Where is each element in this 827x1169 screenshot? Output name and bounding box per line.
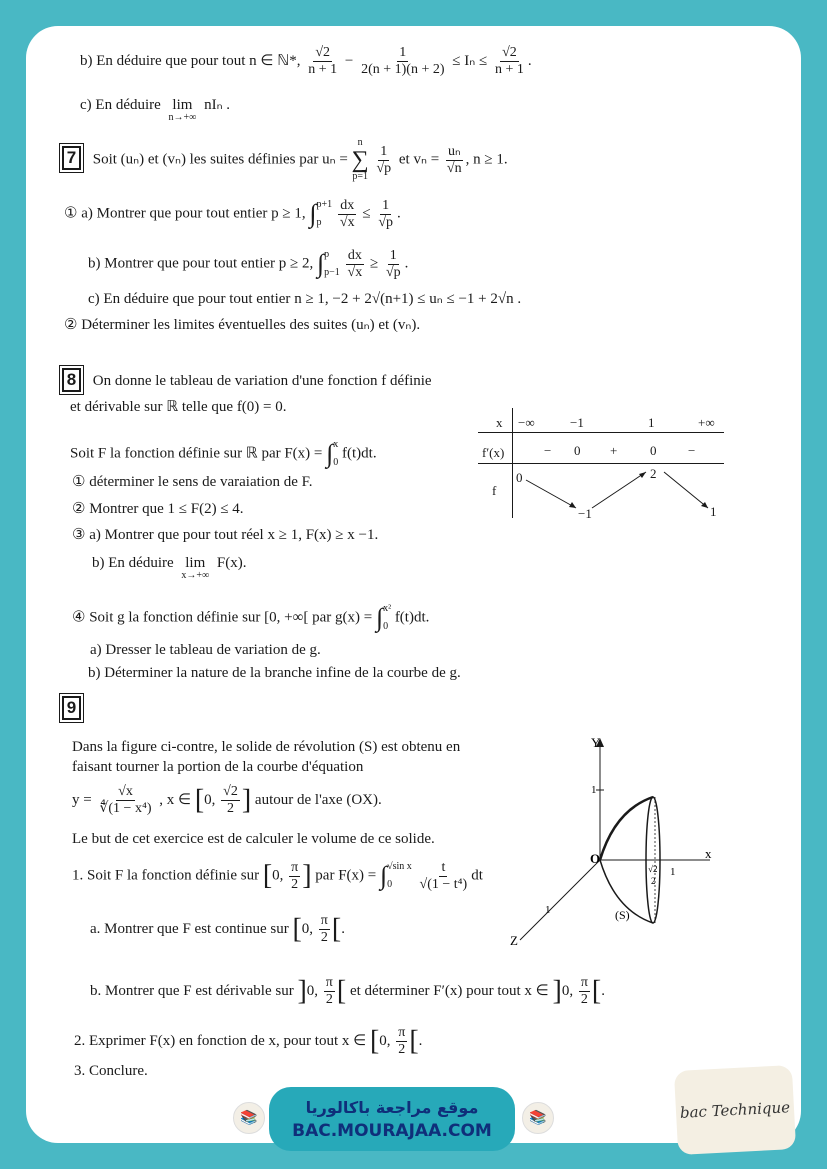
ex6-frac2-num: 1 bbox=[399, 45, 407, 60]
ex9-p2 bbox=[72, 760, 363, 775]
ex8-q4-bot: 0 bbox=[383, 621, 389, 632]
bac-technique-badge bbox=[674, 1065, 796, 1155]
table-fp-value: 0 bbox=[574, 443, 581, 458]
ex9-q1b-pi2 bbox=[579, 976, 590, 1007]
integral-symbol: ∫ bbox=[380, 861, 388, 890]
ex9-q1b-zero2: 0, bbox=[561, 982, 574, 999]
bracket-left: [ bbox=[292, 913, 302, 945]
ex9-q1a: a. Montrer que F est continue sur [0, $\frac{\pi}{2}$ [. bbox=[90, 913, 345, 945]
ex8-q3b-lim-word: lim bbox=[185, 555, 206, 571]
arrow-down-1 bbox=[526, 480, 576, 508]
ex8-intro2 bbox=[70, 400, 287, 415]
ex9-eq-y: y = bbox=[72, 791, 92, 808]
ex9-q2-pi-den: 2 bbox=[398, 1042, 406, 1057]
ex7-u-def: uₙ = bbox=[322, 151, 348, 168]
ex7-sum bbox=[352, 138, 369, 182]
ex9-q1a-pi-num: π bbox=[320, 913, 328, 928]
ex7-q1a-rhs-den: √p bbox=[378, 214, 393, 230]
ex9-q1-frac bbox=[418, 861, 470, 892]
ex8-q4-interval: [0, +∞[ bbox=[264, 609, 309, 626]
table-f-value: 1 bbox=[710, 504, 717, 519]
ex8-q4-bounds bbox=[383, 600, 391, 636]
bracket-right: [ bbox=[331, 913, 342, 945]
ex9-q1b-pi-num: π bbox=[325, 975, 333, 990]
ex7-q1b-dx: dx bbox=[347, 247, 362, 263]
ex7-q1a-rhs-num: 1 bbox=[382, 197, 390, 213]
x-one-label: 1 bbox=[670, 866, 676, 878]
ex9-q1-label: 1. Soit F la fonction définie sur bbox=[72, 867, 260, 884]
ex7-q2-text: ② Déterminer les limites éventuelles des suites (uₙ) et (vₙ). bbox=[64, 317, 421, 333]
ex8-intro1-text: On donne le tableau de variation d'une fonction f définie bbox=[92, 373, 432, 389]
footer-url[interactable]: BAC.MOURAJAA.COM bbox=[292, 1120, 492, 1141]
ex9-q1b-pi2-den: 2 bbox=[580, 992, 588, 1007]
ex9-eq-num: √x bbox=[118, 784, 133, 799]
ex9-eq bbox=[72, 785, 382, 816]
ex6-b-line: b) En déduire que pour tout n ∈ ℕ*, $\frac{√2}{n + 1}$ − $\frac{1}{2(n + 1)(n + 2)}$ ≤ Iₙ ≤ $\frac{√2}{n + 1}$ . bbox=[80, 45, 532, 77]
site-logo-right: 📚 bbox=[522, 1102, 554, 1134]
ex8-F-bot: 0 bbox=[333, 457, 339, 468]
ex7-q1b-bounds bbox=[324, 246, 340, 282]
ex8-F-bounds bbox=[333, 436, 338, 472]
ex7-q1a-dx: dx bbox=[340, 197, 355, 213]
ex7-q1a: ① a) Montrer que pour tout entier p ≥ 1, ∫ p+1 p $\frac{dx}{√x}$ ≤ $\frac{1}{√p}$ . bbox=[64, 196, 401, 232]
ex8-q3b bbox=[92, 556, 247, 581]
ex9-q3-text: 3. Conclure. bbox=[74, 1063, 148, 1079]
ex8-intro1 bbox=[62, 368, 432, 392]
ex9-eq-frac bbox=[97, 785, 153, 816]
ex6-frac1-num: √2 bbox=[315, 45, 330, 60]
ex8-intro2-text: et dérivable sur ℝ telle que f(0) = 0. bbox=[70, 399, 287, 415]
ex9-q1-bot: 0 bbox=[387, 879, 393, 890]
ex7-q1b-top: p bbox=[324, 249, 330, 260]
ex8-q1 bbox=[72, 475, 313, 490]
ex6-c-text: c) En déduire bbox=[80, 97, 161, 113]
ex9-q1-pi-num: π bbox=[291, 859, 299, 875]
ex6-frac3-num: √2 bbox=[502, 45, 517, 60]
arrowhead-2 bbox=[639, 472, 646, 478]
ex7-q1a-sqx: √x bbox=[339, 214, 355, 230]
site-logo-left: 📚 bbox=[233, 1102, 265, 1134]
ex9-q1a-zero: 0, bbox=[301, 920, 314, 937]
ex9-q1-bounds bbox=[387, 858, 412, 894]
ex9-q1 bbox=[72, 858, 483, 894]
ex6-frac3 bbox=[493, 46, 526, 77]
ex9-p1 bbox=[72, 740, 460, 755]
ex7-q1c bbox=[88, 292, 521, 307]
ex7-frac bbox=[374, 145, 393, 176]
ex8-q1-text: ① déterminer le sens de varaiation de F. bbox=[72, 474, 313, 490]
ex9-q1b-mid: et déterminer F′(x) pour tout x ∈ bbox=[349, 982, 549, 999]
ex8-q4b-text: b) Déterminer la nature de la branche infine de la courbe de g. bbox=[88, 665, 461, 681]
ex9-q1b: b. Montrer que F est dérivable sur ]0, $\frac{\pi}{2}$ [ et déterminer F′(x) pour tout x ∈ ]0, $\frac{\pi}{2}$ [. bbox=[90, 975, 605, 1007]
curve-top bbox=[600, 797, 653, 860]
ex8-q3b-expr: F(x). bbox=[216, 555, 247, 571]
ex8-q4b bbox=[88, 666, 461, 681]
ex7-q1b-label: b) Montrer que pour tout entier bbox=[88, 255, 276, 272]
ex7-q1b-rhs bbox=[384, 249, 403, 280]
ex9-q1a-pi bbox=[319, 914, 330, 945]
table-fp-label: f′(x) bbox=[482, 445, 505, 460]
bracket-right: ] bbox=[302, 860, 312, 891]
ex7-frac-den: √p bbox=[376, 160, 392, 176]
table-fp-value: 0 bbox=[650, 443, 657, 458]
root-num-label: √2 bbox=[648, 864, 658, 874]
table-x-value: +∞ bbox=[698, 415, 715, 430]
ex8-q4a-text: a) Dresser le tableau de variation de g. bbox=[90, 642, 321, 658]
ex8-q4-label: ④ Soit g la fonction définie sur bbox=[72, 609, 261, 626]
ex8-q3b-lim-sub: x→+∞ bbox=[181, 570, 210, 581]
table-x-value: −1 bbox=[570, 415, 584, 430]
ex7-q1a-cond: p ≥ 1, bbox=[271, 205, 306, 222]
ex7-q1a-rhs bbox=[376, 199, 395, 230]
ex7-v-frac bbox=[445, 145, 464, 176]
footer-banner[interactable] bbox=[269, 1087, 515, 1151]
integral-symbol: ∫ bbox=[326, 439, 334, 468]
ex7-number: 7 bbox=[62, 146, 81, 170]
variation-arrows bbox=[478, 408, 724, 518]
ex8-q3a-text: ③ a) Montrer que pour tout réel x ≥ 1, F(x) ≥ x −1. bbox=[72, 527, 379, 543]
ex9-q1a-pi-den: 2 bbox=[320, 930, 328, 945]
ex9-q2-zero: 0, bbox=[379, 1032, 391, 1049]
ex7-q1b-bot: p−1 bbox=[324, 267, 340, 278]
bracket-right: [ bbox=[336, 975, 347, 1007]
bracket-left: [ bbox=[369, 1025, 380, 1057]
bracket-right: [ bbox=[591, 975, 602, 1007]
ex7-q1c-expr: n ≥ 1, −2 + 2√(n+1) ≤ uₙ ≤ −1 + 2√n . bbox=[294, 291, 522, 307]
ex9-p2-text: faisant tourner la portion de la courbe d'équation bbox=[72, 759, 364, 775]
ex8-F-def-text: Soit F la fonction définie sur ℝ par F(x) = bbox=[70, 445, 323, 462]
z-axis-label: Z bbox=[510, 933, 518, 948]
ex9-q1-num: t bbox=[441, 859, 446, 875]
ex7-sum-top: n bbox=[357, 137, 363, 148]
sigma-symbol: ∑ bbox=[351, 147, 369, 173]
ex8-q4-par: par g(x) = bbox=[312, 609, 373, 626]
y-axis-label: Y bbox=[591, 735, 601, 750]
root-den-label: 2 bbox=[651, 876, 656, 886]
ex7-et: et bbox=[398, 151, 410, 168]
arrow-down-2 bbox=[664, 472, 708, 508]
integral-symbol: ∫ bbox=[309, 199, 317, 228]
ex9-q1-top: √sin x bbox=[387, 861, 412, 872]
ex8-F-top: x bbox=[333, 439, 339, 450]
ex9-q3 bbox=[74, 1064, 148, 1079]
y-one-label: 1 bbox=[591, 784, 597, 796]
solid-of-revolution-figure bbox=[505, 735, 735, 950]
ex9-eq-axis: autour de l'axe (OX). bbox=[254, 791, 382, 808]
bracket-right: [ bbox=[409, 1025, 419, 1057]
ex8-F-integrand: f(t)dt. bbox=[342, 445, 377, 462]
solid-label: (S) bbox=[615, 908, 630, 922]
badge-text: bac Technique bbox=[679, 1098, 791, 1122]
table-x-value: −∞ bbox=[518, 415, 535, 430]
ex9-q1b-pi2-num: π bbox=[580, 975, 588, 990]
ex9-q1-dt: dt bbox=[471, 867, 483, 884]
ex9-q2-label: 2. Exprimer F(x) en fonction de x, pour tout x ∈ bbox=[74, 1032, 367, 1049]
ex8-q2-text: ② Montrer que 1 ≤ F(2) ≤ 4. bbox=[72, 501, 244, 517]
table-f-value: 0 bbox=[516, 470, 523, 485]
ex9-q1-den: √(1 − t⁴) bbox=[419, 876, 468, 892]
ex6-frac2 bbox=[359, 46, 446, 77]
ex9-p1-text: Dans la figure ci-contre, le solide de révolution (S) est obtenu en bbox=[72, 739, 461, 755]
bracket-left: [ bbox=[262, 860, 273, 891]
ex9-q2-pi bbox=[396, 1026, 407, 1057]
ex9-q1-pi-den: 2 bbox=[291, 876, 299, 892]
ex9-eq-root-num: √2 bbox=[223, 784, 238, 799]
ex8-q4a bbox=[90, 643, 321, 658]
ex8-number: 8 bbox=[62, 368, 81, 392]
ex7-q1b-sqx: √x bbox=[347, 264, 363, 280]
table-x-label: x bbox=[496, 415, 503, 430]
ex7-q1a-frac bbox=[338, 199, 357, 230]
ex6-frac2-den: 2(n + 1)(n + 2) bbox=[361, 62, 445, 77]
z-one-label: 1 bbox=[545, 904, 551, 916]
ex8-q2 bbox=[72, 502, 244, 517]
ex7-q1b-rhs-den: √p bbox=[385, 264, 401, 280]
bracket-right: ] bbox=[241, 784, 252, 816]
ex7-q1a-rel: ≤ bbox=[362, 205, 371, 222]
ex6-c-line bbox=[80, 98, 230, 123]
ex7-frac-num: 1 bbox=[380, 143, 388, 159]
bracket-left: [ bbox=[194, 784, 205, 816]
ex6-c-expr: nIₙ . bbox=[204, 97, 231, 113]
ex9-q1b-pi bbox=[324, 976, 335, 1007]
table-fp-value: − bbox=[544, 443, 552, 458]
ex9-eq-dom: , x ∈ bbox=[159, 791, 192, 808]
ex9-eq-int-a: 0, bbox=[204, 791, 216, 808]
ex7-v-num: uₙ bbox=[447, 143, 461, 159]
ex7-q1b-rel: ≥ bbox=[369, 255, 379, 272]
ex6-c-lim-sub: n→+∞ bbox=[168, 112, 197, 123]
ex7-q1a-bot: p bbox=[316, 217, 322, 228]
ex6-frac1-den: n + 1 bbox=[308, 62, 338, 77]
ex7-v-def: vₙ = bbox=[413, 151, 440, 168]
table-f-value: −1 bbox=[578, 506, 592, 521]
ex9-q1b-zero: 0, bbox=[306, 982, 319, 999]
footer-arabic-title: موقع مراجعة باكالوريا bbox=[305, 1097, 479, 1117]
variation-table bbox=[478, 408, 724, 521]
ex9-q2: 2. Exprimer F(x) en fonction de x, pour tout x ∈ [0, $\frac{\pi}{2}$ [. bbox=[74, 1025, 423, 1057]
origin-label: O bbox=[590, 851, 601, 866]
ex8-q3b-label: b) En déduire bbox=[92, 555, 174, 571]
ex9-q1-zero: 0, bbox=[272, 867, 284, 884]
ex7-q1a-label: ① a) Montrer que pour tout entier bbox=[64, 205, 268, 222]
table-f-value: 2 bbox=[650, 466, 657, 481]
ex6-b-mid: ≤ Iₙ ≤ bbox=[452, 52, 488, 69]
ex7-q2 bbox=[64, 318, 420, 333]
ex6-c-lim bbox=[169, 98, 197, 123]
ex9-q1a-text: a. Montrer que F est continue sur bbox=[90, 920, 289, 937]
ex7-q1b-cond: p ≥ 2, bbox=[278, 255, 314, 272]
x-axis-label: x bbox=[705, 846, 712, 861]
ex6-b-set: n ∈ ℕ*, bbox=[249, 52, 301, 69]
ex6-b-text: b) En déduire que pour tout bbox=[80, 52, 246, 69]
table-fp-value: − bbox=[688, 443, 696, 458]
ex7-q1b-frac bbox=[346, 249, 365, 280]
ex8-q3b-lim bbox=[181, 556, 209, 581]
integral-symbol: ∫ bbox=[317, 249, 325, 278]
ex9-header bbox=[62, 696, 89, 720]
arrow-up bbox=[592, 472, 646, 508]
bracket-left: ] bbox=[552, 975, 562, 1007]
ex7-sum-bot: p=1 bbox=[352, 171, 368, 182]
ex9-eq-root bbox=[221, 785, 240, 816]
bracket-left: ] bbox=[297, 975, 307, 1007]
ex7-q1a-top: p+1 bbox=[316, 199, 333, 210]
ex7-cond: , n ≥ 1. bbox=[465, 151, 508, 168]
ex9-q1-pi bbox=[289, 861, 300, 892]
ex6-frac1 bbox=[306, 46, 339, 77]
table-f-label: f bbox=[492, 483, 497, 498]
ex8-q4-top: x² bbox=[383, 603, 392, 614]
ex9-eq-root-den: 2 bbox=[227, 801, 234, 816]
ex9-q1b-pi-den: 2 bbox=[325, 992, 333, 1007]
ex9-eq-den: ∜(1 − x⁴) bbox=[99, 801, 152, 816]
ex9-p3-text: Le but de cet exercice est de calculer le volume de ce solide. bbox=[72, 831, 435, 847]
ex8-F-def bbox=[70, 436, 377, 472]
ex6-c-lim-word: lim bbox=[172, 97, 193, 113]
table-x-value: 1 bbox=[648, 415, 655, 430]
ex7-v-den: √n bbox=[446, 160, 462, 176]
ex7-q1b-rhs-num: 1 bbox=[389, 247, 397, 263]
ex9-number: 9 bbox=[62, 696, 81, 720]
integral-symbol: ∫ bbox=[375, 603, 384, 632]
table-fp-value: + bbox=[610, 443, 618, 458]
ex7-q1c-label: c) En déduire que pour tout entier bbox=[88, 291, 291, 307]
ex7-q1b: b) Montrer que pour tout entier p ≥ 2, ∫ p p−1 $\frac{dx}{√x}$ ≥ $\frac{1}{√p}$ . bbox=[88, 246, 408, 282]
ex7-intro bbox=[62, 138, 508, 182]
ex7-q1a-bounds bbox=[317, 196, 333, 232]
ex9-q1-par: par F(x) = bbox=[315, 867, 377, 884]
ex8-q3a bbox=[72, 528, 378, 543]
ex8-q4-integrand: f(t)dt. bbox=[394, 609, 430, 626]
ex9-q1b-label: b. Montrer que F est dérivable sur bbox=[90, 982, 294, 999]
ex6-frac3-den: n + 1 bbox=[494, 62, 524, 77]
ex7-intro-text: Soit (uₙ) et (vₙ) les suites définies par bbox=[92, 151, 319, 168]
ex8-q4 bbox=[72, 600, 429, 636]
z-axis-line bbox=[520, 860, 600, 940]
ex9-q2-pi-num: π bbox=[398, 1025, 406, 1040]
ex9-p3 bbox=[72, 832, 435, 847]
